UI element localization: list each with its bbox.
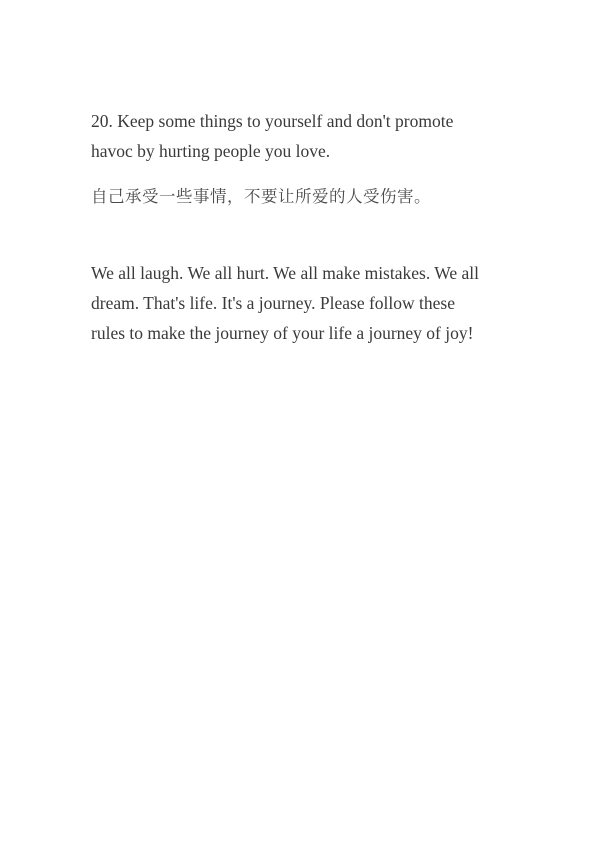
rule-20-line: 20. Keep some things to yourself and don't promote <box>91 111 454 131</box>
closing-line: dream. That's life. It's a journey. Please follow these <box>91 293 455 313</box>
rule-20-paragraph <box>91 106 531 166</box>
closing-line: We all laugh. We all hurt. We all make mistakes. We all <box>91 263 480 283</box>
rule-20-line: havoc by hurting people you love. <box>91 141 331 161</box>
closing-line: rules to make the journey of your life a journey of joy! <box>91 323 474 343</box>
rule-20-chinese-paragraph <box>91 182 531 212</box>
rule-20-chinese-line: 自己承受一些事情，不要让所爱的人受伤害。 <box>91 187 431 206</box>
closing-paragraph <box>91 258 531 348</box>
